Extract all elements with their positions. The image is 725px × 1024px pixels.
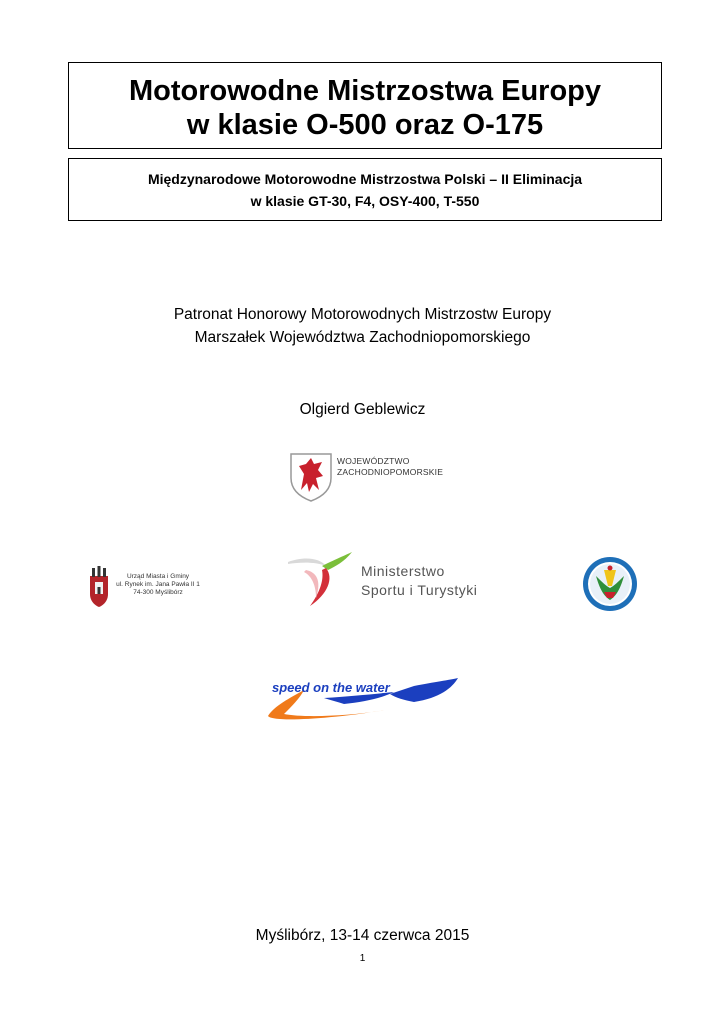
subtitle-line-2: w klasie GT-30, F4, OSY-400, T-550 bbox=[250, 193, 480, 209]
page-number: 1 bbox=[359, 953, 366, 964]
ministerstwo-line-1: Ministerstwo bbox=[361, 563, 445, 579]
subtitle-box bbox=[68, 158, 662, 221]
patronage-line-2: Marszałek Województwa Zachodniopomorskiego bbox=[194, 329, 531, 346]
urzad-line-3: 74-300 Myślibórz bbox=[133, 589, 183, 596]
urzad-text bbox=[114, 573, 202, 597]
patronage-text bbox=[0, 303, 725, 349]
urzad-line-1: Urząd Miasta i Gminy bbox=[126, 573, 190, 580]
wojewodztwo-text bbox=[337, 456, 443, 478]
wojewodztwo-line-1: WOJEWÓDZTWO bbox=[337, 456, 410, 466]
urzad-line-2: ul. Rynek im. Jana Pawła II 1 bbox=[116, 581, 200, 588]
title-line-2: w klasie O-500 oraz O-175 bbox=[186, 109, 544, 141]
federation-emblem-icon bbox=[582, 556, 638, 612]
ministry-swoosh-icon bbox=[286, 552, 356, 608]
griffin-shield-icon bbox=[289, 452, 333, 502]
town-crest-icon bbox=[88, 566, 110, 608]
patron-name: Olgierd Geblewicz bbox=[299, 401, 426, 418]
place-date: Myślibórz, 13-14 czerwca 2015 bbox=[255, 927, 470, 944]
subtitle-line-1: Międzynarodowe Motorowodne Mistrzostwa Polski – II Eliminacja bbox=[147, 171, 583, 187]
wojewodztwo-line-2: ZACHODNIOPOMORSKIE bbox=[337, 467, 444, 477]
speed-logo-text: speed on the water bbox=[272, 680, 390, 695]
ministerstwo-text bbox=[361, 562, 477, 600]
patronage-line-1: Patronat Honorowy Motorowodnych Mistrzostw Europy bbox=[173, 306, 552, 323]
title-box bbox=[68, 62, 662, 149]
ministerstwo-line-2: Sportu i Turystyki bbox=[361, 582, 478, 598]
speed-swoosh-icon bbox=[264, 676, 460, 724]
title-line-1: Motorowodne Mistrzostwa Europy bbox=[128, 75, 602, 107]
